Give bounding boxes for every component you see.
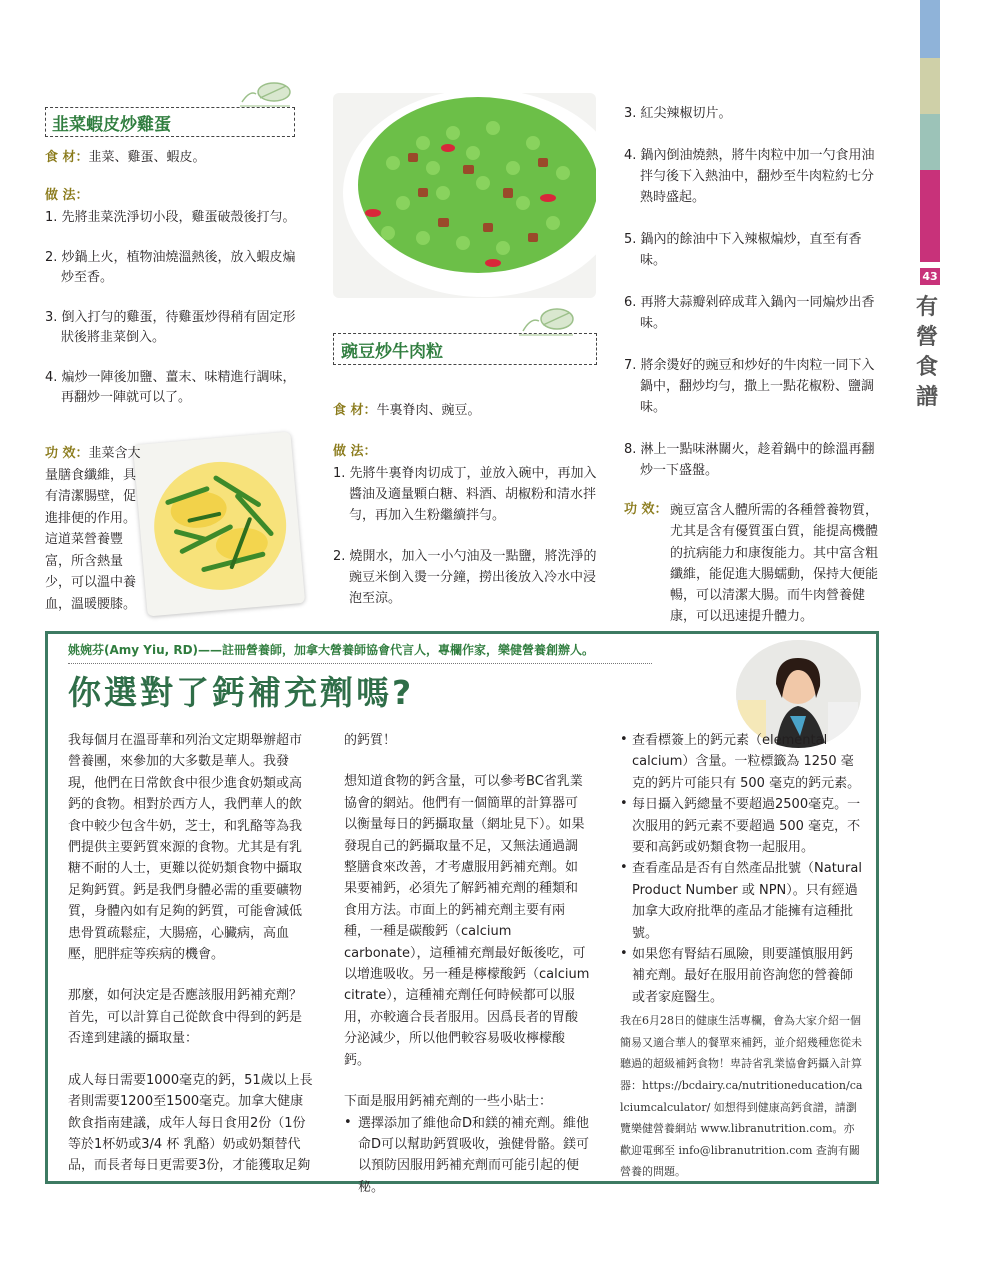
recipe2-body-left — [333, 401, 598, 609]
recipe2-step-5: 5. 鍋內的餘油中下入辣椒煸炒，直至有香味。 — [624, 232, 862, 268]
recipe2-step-3: 3. 紅尖辣椒切片。 — [624, 106, 732, 121]
recipe1-step-2: 2. 炒鍋上火，植物油燒溫熱後，放入蝦皮煸炒至香。 — [45, 250, 296, 285]
color-tab-teal — [920, 114, 940, 170]
article-col3-bullet-4: • 如果您有腎結石風險，則要謹慎服用鈣補充劑。最好在服用前咨詢您的營養師或者家庭醫生。 — [620, 946, 854, 1005]
color-tab-magenta — [920, 170, 940, 262]
color-tab-beige — [920, 58, 940, 114]
leaf-icon — [236, 80, 294, 108]
recipe2-photo — [333, 93, 596, 298]
article-col3-bullet-1: • 查看標簽上的鈣元素（elemental calcium）含量。一粒標籤為 1250 毫克的鈣片可能只有 500 毫克的鈣元素。 — [620, 732, 861, 791]
recipe1-photo — [133, 431, 305, 616]
article-col2-para1: 的鈣質！ — [344, 733, 397, 748]
article-col1 — [68, 730, 314, 1177]
article-byline: 姚婉芬(Amy Yiu, RD)——註冊營養師，加拿大營養師協會代言人，專欄作家，樂健營養創辦人。 — [68, 643, 595, 657]
recipe2-step-6: 6. 再將大蒜瓣剁碎成茸入鍋內一同煸炒出香味。 — [624, 295, 875, 331]
recipe1-title: 韭菜蝦皮炒雞蛋 — [52, 115, 171, 135]
recipe2-title: 豌豆炒牛肉粒 — [341, 342, 443, 362]
article-col3-bullet-3: • 查看產品是否有自然產品批號（Natural Product Number 或 NPN）。只有經過加拿大政府批準的產品才能擁有這種批號。 — [620, 860, 862, 941]
article-col2-para3: 下面是服用鈣補充劑的一些小貼士： — [344, 1094, 553, 1110]
article-note: 我在6月28日的健康生活專欄，會為大家介紹一個簡易又適合華人的餐單來補鈣，並介紹幾種您從未聽過的超級補鈣食物！卑詩省乳業協會鈣攝入計算器：https://bcdairy.ca/nutritioneducation/calciumcalculator/ 如想得到健康高鈣食譜，請瀏覽樂健營養網站 www.libranutrition.com。亦歡迎電郵至 info@libranutrition.com 查詢有關營養的問題。 — [620, 1014, 863, 1179]
recipe1-step-1: 1. 先將韭菜洗淨切小段，雞蛋破殼後打勻。 — [45, 210, 296, 225]
article-col3-bullet-2: • 每日攝入鈣總量不要超過2500毫克。一次服用的鈣元素不要超過 500 毫克，不要和高鈣或奶類食物一起服用。 — [620, 796, 861, 856]
recipe2-benefit: 功 效： 豌豆富含人體所需的各種營養物質，尤其是含有優質蛋白質，能提高機體的抗病能力和康復能力。其中富含粗纖維，能促進大腸蠕動，保持大便能暢，可以清潔大腸。而牛肉營養健康，可以迅速提升體力。 — [624, 502, 879, 625]
recipe2-ingredients: 食 材：牛裏脊肉、豌豆。 — [333, 403, 481, 418]
article-headline: 你選對了鈣補充劑嗎? — [68, 673, 415, 712]
color-tab-blue — [920, 0, 940, 58]
recipe2-body-right — [624, 103, 886, 628]
recipe1-method-label: 做 法： — [45, 188, 89, 203]
article-col3 — [620, 730, 864, 1183]
recipe2-step-2: 2. 燒開水，加入一小勺油及一點鹽，將洗淨的豌豆米倒入燙一分鐘，撈出後放入冷水中浸泡至涼。 — [333, 549, 597, 606]
article-col1-para1: 我每個月在溫哥華和列治文定期舉辦超市營養團，來參加的大多數是華人。我發現，他們在日常飲食中很少進食奶類或高鈣的食物。相對於西方人，我們華人的飲食中較少包含牛奶，芝士，和乳酪等為我們提供主要鈣質來源的食物。尤其是有乳糖不耐的人士，更難以從奶類食物中攝取足夠鈣質。鈣是我們身體必需的重要礦物質，身體內如有足夠的鈣質，可能會減低患骨質疏鬆症，大腸癌，心臟病，高血壓，肥胖症等疾病的機會。 — [68, 733, 303, 963]
article-col2 — [344, 730, 590, 1198]
article-col1-para2: 那麼，如何決定是否應該服用鈣補充劑？首先，可以計算自己從飲食中得到的鈣是否達到建議的攝取量： — [68, 988, 303, 1047]
recipe1-benefit: 功 效：韭菜含大量膳食纖維，具有清潔腸壁，促進排便的作用。這道菜營養豐富，所含熱量少，可以溫中養血，溫暖腰膝。 — [45, 446, 141, 612]
article-col2-bullet: • 選擇添加了維他命D和鎂的補充劑。維他命D可以幫助鈣質吸收，強健骨骼。鎂可以預防因服用鈣補充劑而可能引起的便秘。 — [344, 1114, 590, 1195]
recipe1-ingredients: 食 材：韭菜、雞蛋、蝦皮。 — [45, 150, 206, 165]
recipe2-step-7: 7. 將余燙好的豌豆和炒好的牛肉粒一同下入鍋中，翻炒均勻，撒上一點花椒粉、鹽調味。 — [624, 358, 875, 415]
recipe2-step-1: 1. 先將牛裏脊肉切成丁，並放入碗中，再加入醬油及適量顆白糖、料酒、胡椒粉和清水拌勻，再加入生粉繼續拌勻。 — [333, 466, 597, 523]
recipe2-step-8: 8. 淋上一點味淋關火，趁着鍋中的餘溫再翻炒一下盛盤。 — [624, 442, 875, 478]
page-number: 43 — [920, 268, 940, 285]
recipe1-step-3: 3. 倒入打勻的雞蛋，待雞蛋炒得稍有固定形狀後將韭菜倒入。 — [45, 310, 296, 345]
section-label: 有營食譜 — [916, 294, 939, 410]
recipe2-method-label: 做 法： — [333, 444, 377, 459]
byline-divider — [68, 663, 652, 664]
recipe1-step-4: 4. 煸炒一陣後加鹽、薑末、味精進行調味，再翻炒一陣就可以了。 — [45, 370, 296, 405]
article-col1-para3: 成人每日需要1000毫克的鈣，51歲以上長者則需要1200至1500毫克。加拿大健康飲食指南建議，成年人每日食用2份（1份等於1杯奶或3/4 杯 乳酪）奶或奶類替代品，而長者每日更需要3份，才能獲取足夠 — [68, 1072, 313, 1174]
recipe2-step-4: 4. 鍋內倒油燒熱，將牛肉粒中加一勺食用油拌勻後下入熱油中，翻炒至牛肉粒約七分熟時盛起。 — [624, 148, 875, 205]
article-col2-para2: 想知道食物的鈣含量，可以參考BC省乳業協會的網站。他們有一個簡單的計算器可以衡量每日的鈣攝取量（網址見下）。如果發現自己的鈣攝取量不足，又無法通過調整膳食來改善，才考慮服用鈣補充劑。如果要補鈣，必須先了解鈣補充劑的種類和食用方法。市面上的鈣補充劑主要有兩種，一種是碳酸鈣（calcium carbonate），這種補充劑最好飯後吃，可以增進吸收。另一種是檸檬酸鈣（calcium citrate），這種補充劑任何時候都可以服用，亦較適合長者服用。因爲長者的胃酸分泌減少，所以他們較容易吸收檸檬酸鈣。 — [344, 774, 590, 1068]
recipe1-body — [45, 148, 305, 408]
